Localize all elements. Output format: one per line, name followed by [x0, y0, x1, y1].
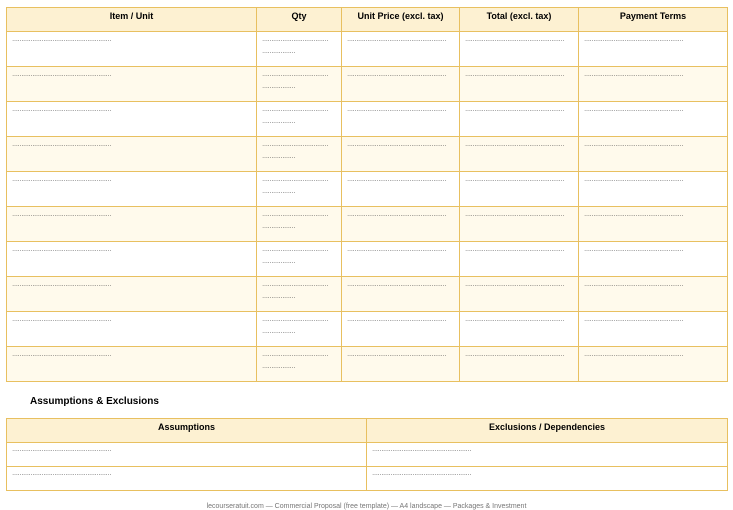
fill-in-placeholder: ……………………………………………… [465, 177, 564, 183]
fill-in-placeholder: ……………… [262, 294, 295, 300]
fill-in-placeholder: ……………………………………………… [347, 72, 446, 78]
table-row [7, 137, 728, 172]
unit-price-cell[interactable] [342, 172, 460, 207]
pricing-table-body [7, 32, 728, 382]
header-payment-terms: Payment Terms [579, 8, 728, 32]
fill-in-placeholder: ……………………………………………… [12, 142, 111, 148]
fill-in-placeholder: ……………………………………………… [347, 352, 446, 358]
total-cell[interactable] [460, 207, 579, 242]
item-cell[interactable] [7, 172, 257, 207]
table-row [7, 172, 728, 207]
assumptions-header-row [7, 419, 728, 443]
item-cell[interactable] [7, 347, 257, 382]
payment-terms-cell[interactable] [579, 207, 728, 242]
fill-in-placeholder: ……………………………………………… [12, 37, 111, 43]
fill-in-placeholder: ……………………………………………… [465, 72, 564, 78]
payment-terms-cell[interactable] [579, 242, 728, 277]
fill-in-placeholder: ……………………………… [262, 142, 328, 148]
payment-terms-cell[interactable] [579, 32, 728, 67]
total-cell[interactable] [460, 137, 579, 172]
fill-in-placeholder: ……………………………………………… [465, 352, 564, 358]
unit-price-cell[interactable] [342, 242, 460, 277]
fill-in-placeholder: ……………… [262, 189, 295, 195]
assumption-cell[interactable] [7, 467, 367, 491]
table-row [7, 102, 728, 137]
fill-in-placeholder: ……………………………………………… [347, 247, 446, 253]
fill-in-placeholder: ……………………………… [262, 247, 328, 253]
fill-in-placeholder: ……………………………… [262, 282, 328, 288]
payment-terms-cell[interactable] [579, 312, 728, 347]
fill-in-placeholder: ……………… [262, 329, 295, 335]
fill-in-placeholder: ……………………………………………… [12, 352, 111, 358]
qty-cell[interactable] [257, 102, 342, 137]
fill-in-placeholder: ……………………………………………… [465, 107, 564, 113]
fill-in-placeholder: ……………………………………………… [12, 282, 111, 288]
fill-in-placeholder: ……………………………………………… [584, 72, 683, 78]
item-cell[interactable] [7, 312, 257, 347]
table-row [7, 467, 728, 491]
pricing-table-header-row [7, 8, 728, 32]
qty-cell[interactable] [257, 347, 342, 382]
total-cell[interactable] [460, 67, 579, 102]
unit-price-cell[interactable] [342, 277, 460, 312]
fill-in-placeholder: ……………… [262, 154, 295, 160]
fill-in-placeholder: ……………………………… [262, 352, 328, 358]
fill-in-placeholder: ……………… [262, 224, 295, 230]
fill-in-placeholder: ……………………………………………… [12, 107, 111, 113]
fill-in-placeholder: ……………………………… [262, 37, 328, 43]
fill-in-placeholder: ……………… [262, 49, 295, 55]
qty-cell[interactable] [257, 242, 342, 277]
exclusion-cell[interactable] [367, 443, 728, 467]
qty-cell[interactable] [257, 277, 342, 312]
page-footer: lecourseratuit.com — Commercial Proposal (free template) — A4 landscape — Packages & Investment [206, 503, 527, 510]
item-cell[interactable] [7, 67, 257, 102]
fill-in-placeholder: ……………… [262, 119, 295, 125]
fill-in-placeholder: ……………… [262, 84, 295, 90]
fill-in-placeholder: ……………………………………………… [584, 107, 683, 113]
fill-in-placeholder: ……………………………………………… [347, 317, 446, 323]
table-row [7, 312, 728, 347]
table-row [7, 242, 728, 277]
header-unit-price: Unit Price (excl. tax) [342, 8, 460, 32]
unit-price-cell[interactable] [342, 347, 460, 382]
table-row [7, 32, 728, 67]
fill-in-placeholder: ……………………………………………… [465, 37, 564, 43]
unit-price-cell[interactable] [342, 102, 460, 137]
unit-price-cell[interactable] [342, 312, 460, 347]
fill-in-placeholder: ……………………………………………… [584, 282, 683, 288]
qty-cell[interactable] [257, 32, 342, 67]
fill-in-placeholder: ……………………………………………… [12, 471, 111, 477]
qty-cell[interactable] [257, 312, 342, 347]
fill-in-placeholder: ……………………………………………… [584, 317, 683, 323]
fill-in-placeholder: ……………………………… [262, 177, 328, 183]
fill-in-placeholder: ……………… [262, 259, 295, 265]
total-cell[interactable] [460, 312, 579, 347]
fill-in-placeholder: ……………………………………………… [12, 317, 111, 323]
section-heading: Assumptions & Exclusions [30, 396, 159, 407]
fill-in-placeholder: ……………………………………………… [12, 177, 111, 183]
fill-in-placeholder: ……………………………………………… [347, 212, 446, 218]
qty-cell[interactable] [257, 172, 342, 207]
fill-in-placeholder: ……………………………………………… [347, 177, 446, 183]
total-cell[interactable] [460, 347, 579, 382]
item-cell[interactable] [7, 102, 257, 137]
fill-in-placeholder: ……………………………………………… [12, 72, 111, 78]
fill-in-placeholder: ……………………………………………… [12, 247, 111, 253]
fill-in-placeholder: ……………………………………………… [465, 142, 564, 148]
payment-terms-cell[interactable] [579, 277, 728, 312]
total-cell[interactable] [460, 32, 579, 67]
payment-terms-cell[interactable] [579, 137, 728, 172]
qty-cell[interactable] [257, 207, 342, 242]
payment-terms-cell[interactable] [579, 67, 728, 102]
fill-in-placeholder: ……………………………………………… [584, 247, 683, 253]
fill-in-placeholder: ……………………………………………… [347, 282, 446, 288]
item-cell[interactable] [7, 137, 257, 172]
fill-in-placeholder: ……………………………… [262, 317, 328, 323]
fill-in-placeholder: ……………………………………………… [465, 212, 564, 218]
header-assumptions: Assumptions [7, 419, 367, 443]
item-cell[interactable] [7, 242, 257, 277]
payment-terms-cell[interactable] [579, 102, 728, 137]
fill-in-placeholder: ……………………………………………… [584, 212, 683, 218]
assumption-cell[interactable] [7, 443, 367, 467]
assumptions-table [6, 418, 728, 491]
fill-in-placeholder: ……………………………………………… [12, 212, 111, 218]
fill-in-placeholder: ……………… [262, 364, 295, 370]
header-exclusions: Exclusions / Dependencies [367, 419, 728, 443]
fill-in-placeholder: ……………………………… [262, 107, 328, 113]
fill-in-placeholder: ……………………………………………… [347, 37, 446, 43]
total-cell[interactable] [460, 102, 579, 137]
table-row [7, 277, 728, 312]
item-cell[interactable] [7, 207, 257, 242]
fill-in-placeholder: ……………………………………………… [347, 142, 446, 148]
table-row [7, 347, 728, 382]
fill-in-placeholder: ……………………………… [262, 212, 328, 218]
unit-price-cell[interactable] [342, 207, 460, 242]
unit-price-cell[interactable] [342, 67, 460, 102]
total-cell[interactable] [460, 172, 579, 207]
fill-in-placeholder: ……………………………………………… [372, 471, 471, 477]
pricing-table [6, 7, 728, 382]
header-total: Total (excl. tax) [460, 8, 579, 32]
fill-in-placeholder: ……………………………………………… [465, 247, 564, 253]
fill-in-placeholder: ……………………………………………… [347, 107, 446, 113]
table-row [7, 443, 728, 467]
total-cell[interactable] [460, 277, 579, 312]
table-row [7, 67, 728, 102]
fill-in-placeholder: ……………………………………………… [584, 37, 683, 43]
fill-in-placeholder: ……………………………………………… [372, 447, 471, 453]
fill-in-placeholder: ……………………………………………… [12, 447, 111, 453]
qty-cell[interactable] [257, 137, 342, 172]
fill-in-placeholder: ……………………………………………… [584, 177, 683, 183]
exclusion-cell[interactable] [367, 467, 728, 491]
fill-in-placeholder: ……………………………………………… [584, 352, 683, 358]
unit-price-cell[interactable] [342, 32, 460, 67]
fill-in-placeholder: ……………………………… [262, 72, 328, 78]
total-cell[interactable] [460, 242, 579, 277]
payment-terms-cell[interactable] [579, 172, 728, 207]
unit-price-cell[interactable] [342, 137, 460, 172]
table-row [7, 207, 728, 242]
header-qty: Qty [257, 8, 342, 32]
fill-in-placeholder: ……………………………………………… [465, 317, 564, 323]
item-cell[interactable] [7, 277, 257, 312]
qty-cell[interactable] [257, 67, 342, 102]
assumptions-table-body [7, 443, 728, 491]
item-cell[interactable] [7, 32, 257, 67]
fill-in-placeholder: ……………………………………………… [584, 142, 683, 148]
header-item-unit: Item / Unit [7, 8, 257, 32]
fill-in-placeholder: ……………………………………………… [465, 282, 564, 288]
payment-terms-cell[interactable] [579, 347, 728, 382]
